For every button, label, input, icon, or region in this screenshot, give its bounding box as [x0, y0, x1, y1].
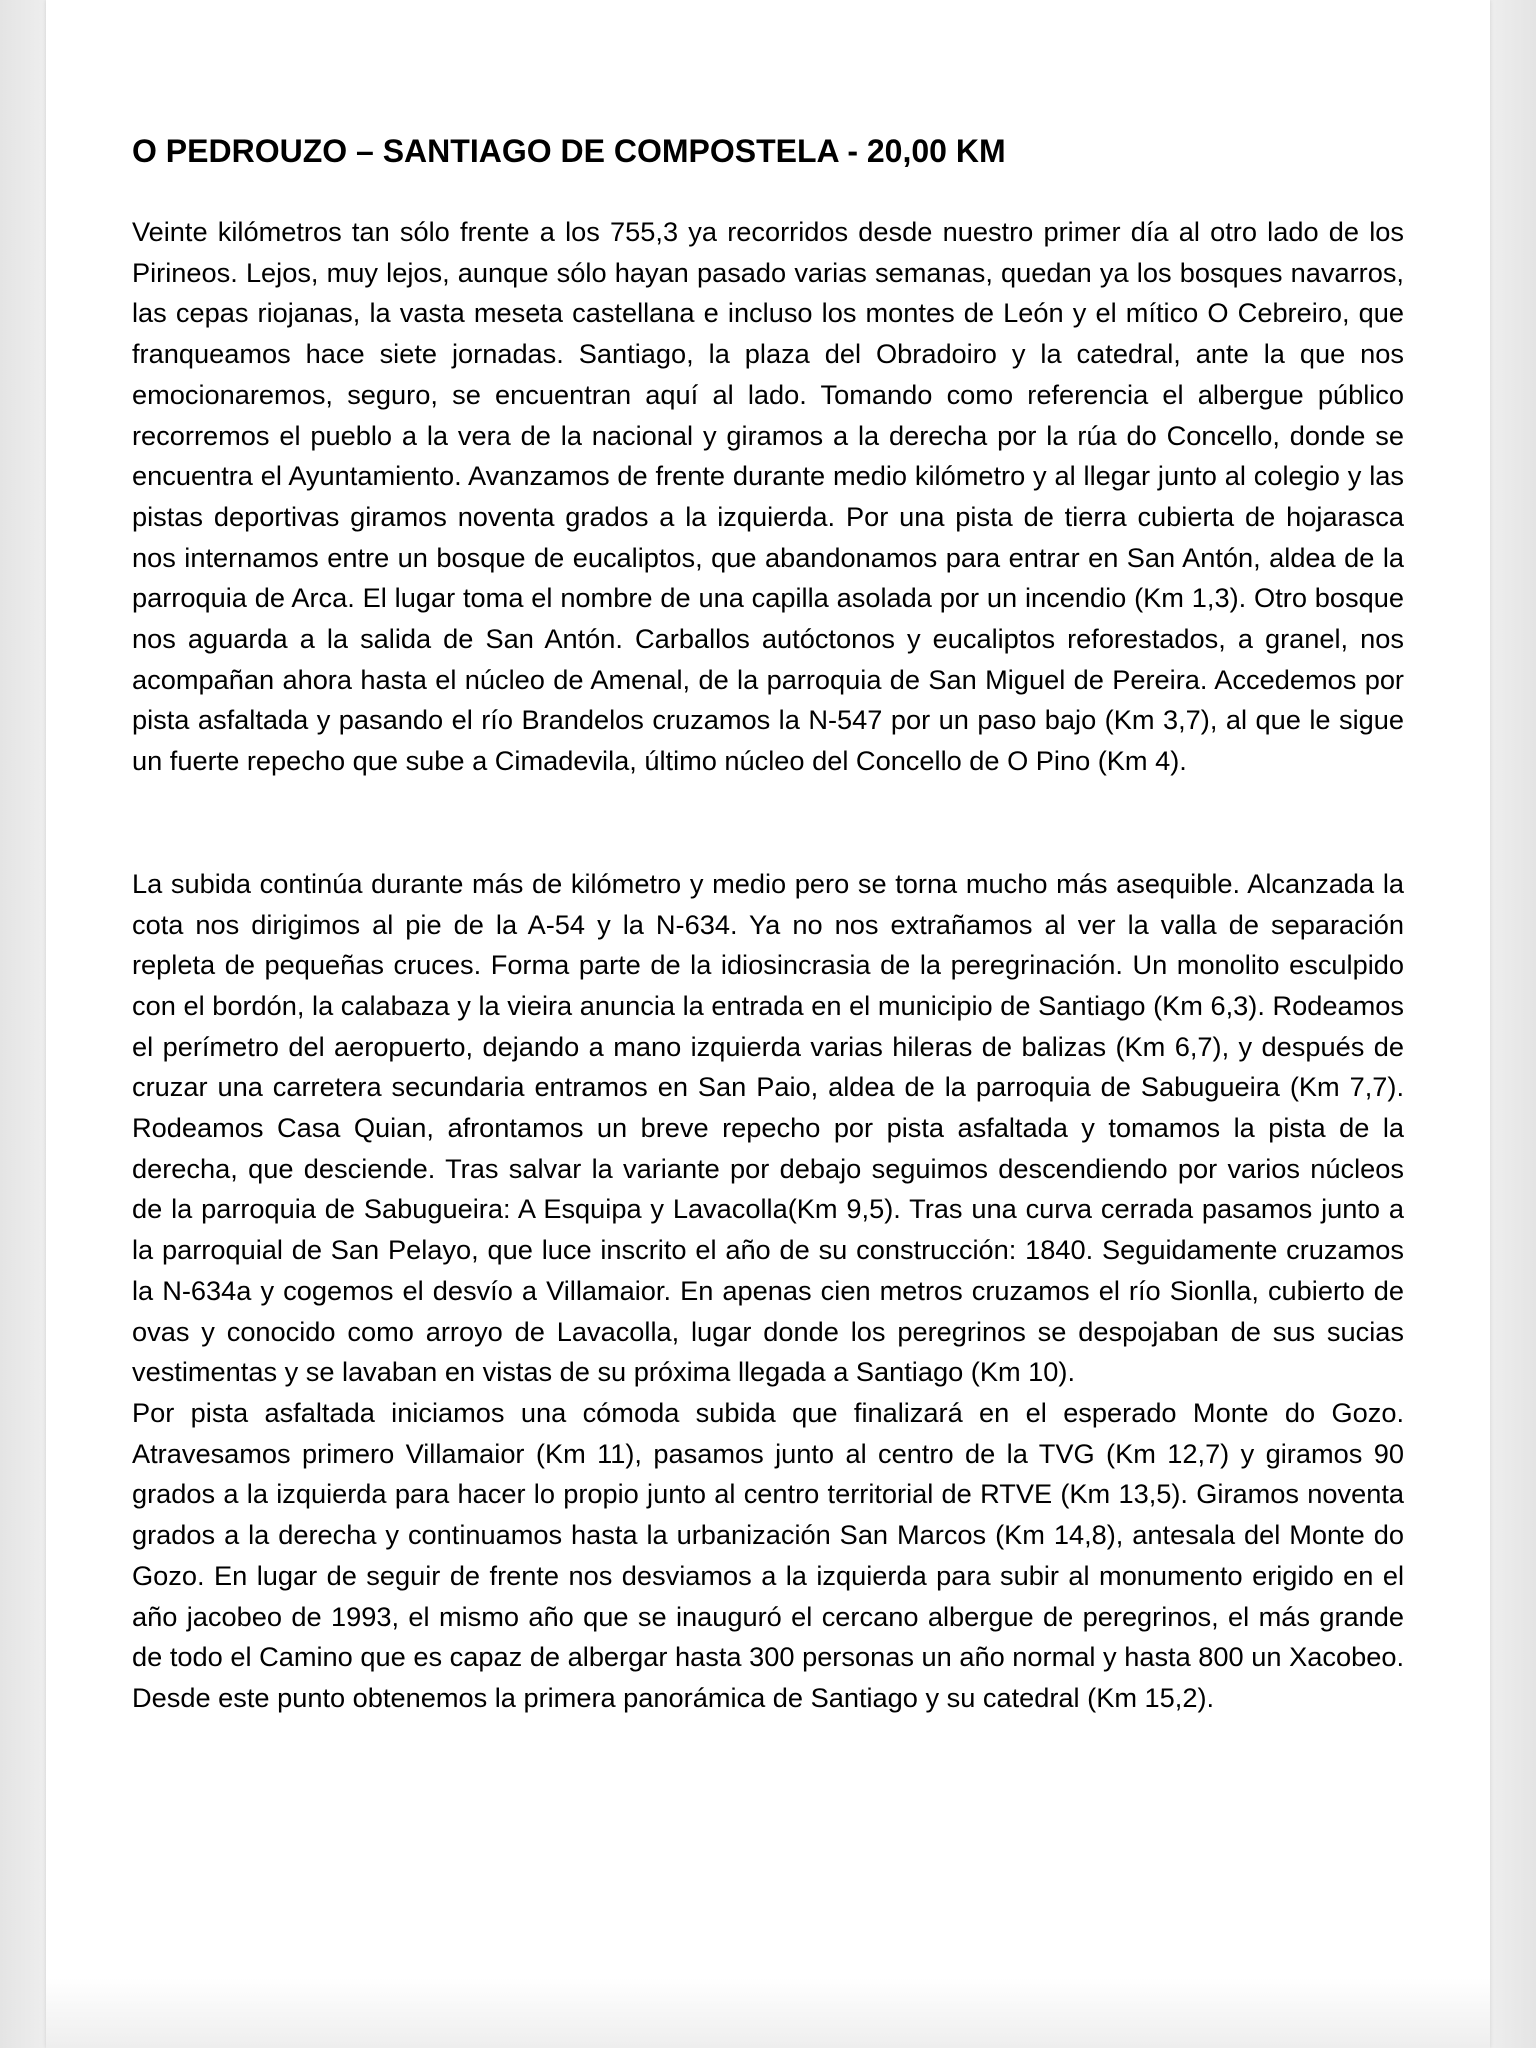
page-title: O PEDROUZO – SANTIAGO DE COMPOSTELA - 20,00 KM [132, 133, 1006, 169]
document-page [46, 0, 1490, 2048]
page-bottom-shadow [46, 1978, 1490, 2048]
paragraph-1: Veinte kilómetros tan sólo frente a los 755,3 ya recorridos desde nuestro primer día al otro lado de los Pirineos. Lejos, muy lejos, aunque sólo hayan pasado varias semanas, quedan ya los bosques navarros, las cepas riojanas, la vasta meseta castellana e incluso los montes de León y el mítico O Cebreiro, que franqueamos hace siete jornadas. Santiago, la plaza del Obradoiro y la catedral, ante la que nos emocionaremos, seguro, se encuentran aquí al lado. Tomando como referencia el albergue público recorremos el pueblo a la vera de la nacional y giramos a la derecha por la rúa do Concello, donde se encuentra el Ayuntamiento. Avanzamos de frente durante medio kilómetro y al llegar junto al colegio y las pistas deportivas giramos noventa grados a la izquierda. Por una pista de tierra cubierta de hojarasca nos internamos entre un bosque de eucaliptos, que abandonamos para entrar en San Antón, aldea de la parroquia de Arca. El lugar toma el nombre de una capilla asolada por un incendio (Km 1,3). Otro bosque nos aguarda a la salida de San Antón. Carballos autóctonos y eucaliptos reforestados, a granel, nos acompañan ahora hasta el núcleo de Amenal, de la parroquia de San Miguel de Pereira. Accedemos por pista asfaltada y pasando el río Brandelos cruzamos la N-547 por un paso bajo (Km 3,7), al que le sigue un fuerte repecho que sube a Cimadevila, último núcleo del Concello de O Pino (Km 4). [132, 216, 1404, 777]
paragraph-3: Por pista asfaltada iniciamos una cómoda subida que finalizará en el esperado Monte do Gozo. Atravesamos primero Villamaior (Km 11), pasamos junto al centro de la TVG (Km 12,7) y giramos 90 grados a la izquierda para hacer lo propio junto al centro territorial de RTVE (Km 13,5). Giramos noventa grados a la derecha y continuamos hasta la urbanización San Marcos (Km 14,8), antesala del Monte do Gozo. En lugar de seguir de frente nos desviamos a la izquierda para subir al monumento erigido en el año jacobeo de 1993, el mismo año que se inauguró el cercano albergue de peregrinos, el más grande de todo el Camino que es capaz de albergar hasta 300 personas un año normal y hasta 800 un Xacobeo. Desde este punto obtenemos la primera panorámica de Santiago y su catedral (Km 15,2). [132, 1396, 1404, 1713]
paragraph-2: La subida continúa durante más de kilómetro y medio pero se torna mucho más asequible. Alcanzada la cota nos dirigimos al pie de la A-54 y la N-634. Ya no nos extrañamos al ver la valla de separación repleta de pequeñas cruces. Forma parte de la idiosincrasia de la peregrinación. Un monolito esculpido con el bordón, la calabaza y la vieira anuncia la entrada en el municipio de Santiago (Km 6,3). Rodeamos el perímetro del aeropuerto, dejando a mano izquierda varias hileras de balizas (Km 6,7), y después de cruzar una carretera secundaria entramos en San Paio, aldea de la parroquia de Sabugueira (Km 7,7). Rodeamos Casa Quian, afrontamos un breve repecho por pista asfaltada y tomamos la pista de la derecha, que desciende. Tras salvar la variante por debajo seguimos descendiendo por varios núcleos de la parroquia de Sabugueira: A Esquipa y Lavacolla(Km 9,5). Tras una curva cerrada pasamos junto a la parroquial de San Pelayo, que luce inscrito el año de su construcción: 1840. Seguidamente cruzamos la N-634a y cogemos el desvío a Villamaior. En apenas cien metros cruzamos el río Sionlla, cubierto de ovas y conocido como arroyo de Lavacolla, lugar donde los peregrinos se despojaban de sus sucias vestimentas y se lavaban en vistas de su próxima llegada a Santiago (Km 10). [132, 867, 1404, 1388]
page-content [132, 126, 1404, 1719]
